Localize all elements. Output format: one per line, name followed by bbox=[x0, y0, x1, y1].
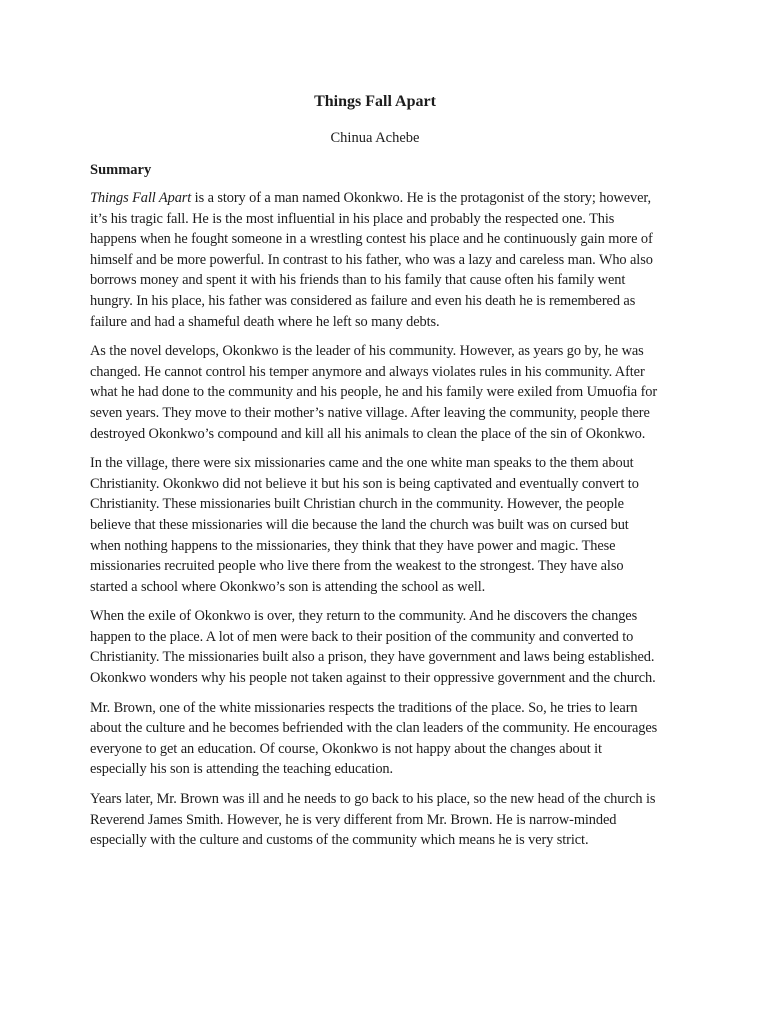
summary-paragraph-6: Years later, Mr. Brown was ill and he needs to go back to his place, so the new head of the church is Reverend James Smith. However, he is very different from Mr. Brown. He is narrow-minded especially with the culture and customs of the community which means he is very strict. bbox=[90, 791, 656, 849]
summary-paragraph-2: As the novel develops, Okonkwo is the leader of his community. However, as years go by, he was changed. He cannot control his temper anymore and always violates rules in his community. After what he had done to the community and his people, he and his family were exiled from Umuofia for seven years. They move to their mother’s native village. After leaving the community, people there destroyed Okonkwo’s compound and kill all his animals to clean the place of the sin of Okonkwo. bbox=[90, 343, 658, 442]
book-title-italic: Things Fall Apart bbox=[90, 190, 192, 206]
paragraph-text: is a story of a man named Okonkwo. He is the protagonist of the story; however, it’s his tragic fall. He is the most influential in his place and probably the respected one. This happens when he fought someone in a wrestling contest his place and he continuously gain more of himself and be more powerful. In contrast to his father, who was a lazy and careless man. Who also borrows money and spent it with his friends than to his family that cause often his family went hungry. In his place, his father was considered as failure and even his death he is remembered as failure and had a shameful death where he left so many debts. bbox=[90, 190, 653, 330]
document-author: Chinua Achebe bbox=[330, 130, 420, 146]
section-heading-summary: Summary bbox=[90, 162, 152, 178]
summary-paragraph-4: When the exile of Okonkwo is over, they return to the community. And he discovers the changes happen to the place. A lot of men were back to their position of the community and converted to Christianity. The missionaries built also a prison, they have government and laws being established. Okonkwo wonders why his people not taken against to their oppressive government and the church. bbox=[90, 608, 656, 687]
summary-paragraph-1 bbox=[90, 188, 660, 332]
document-page bbox=[90, 92, 660, 851]
document-title: Things Fall Apart bbox=[314, 93, 436, 110]
summary-paragraph-3: In the village, there were six missionaries came and the one white man speaks to the them about Christianity. Okonkwo did not believe it but his son is being captivated and eventually convert to Christianity. These missionaries built Christian church in the community. However, the people believe that these missionaries will die because the land the church was built was on cursed but when nothing happens to the missionaries, they think that they have power and magic. These missionaries recruited people who live there from the weakest to the strongest. They have also started a school where Okonkwo’s son is attending the school as well. bbox=[90, 455, 639, 595]
summary-paragraph-5: Mr. Brown, one of the white missionaries respects the traditions of the place. So, he tries to learn about the culture and he becomes befriended with the clan leaders of the community. He encourages everyone to get an education. Of course, Okonkwo is not happy about the changes about it especially his son is attending the teaching education. bbox=[90, 699, 658, 778]
